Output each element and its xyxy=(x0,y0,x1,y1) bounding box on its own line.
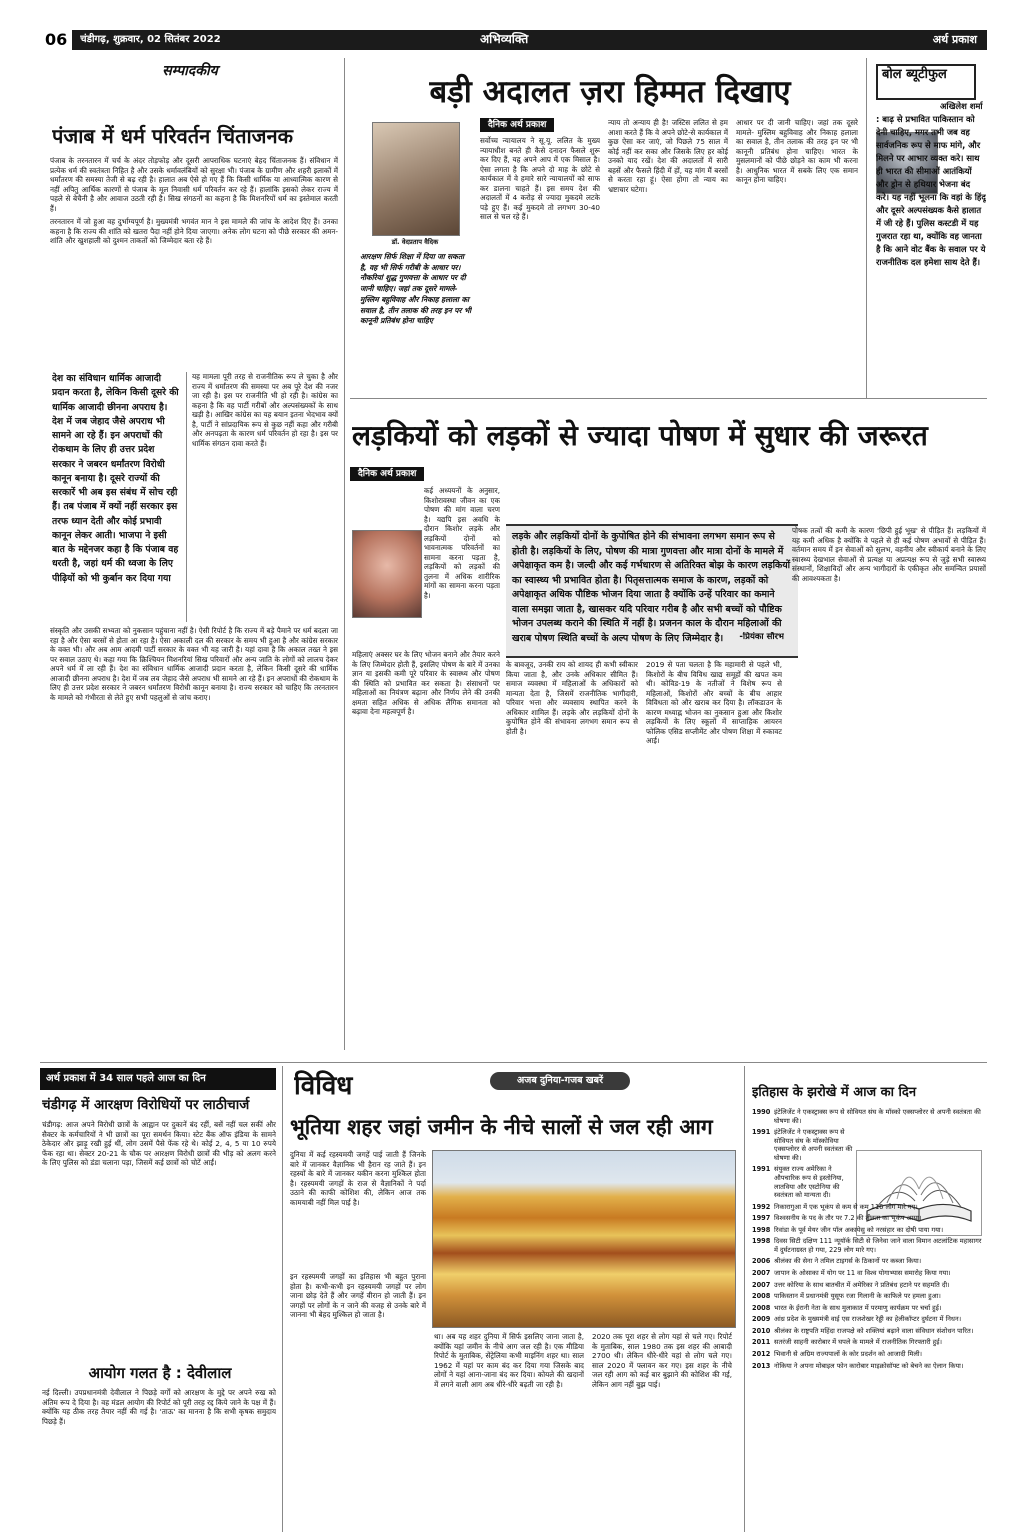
history-year: 2009 xyxy=(752,1315,771,1324)
history-text: निकारागुआ में एक भूकंप से कम से कम 116 लोग मारे गए। xyxy=(774,1202,918,1211)
history-year: 1991 xyxy=(752,1165,771,1174)
city-date: चंडीगढ़, शुक्रवार, 02 सितंबर 2022 xyxy=(80,34,221,46)
editorial-label: सम्पादकीय xyxy=(162,63,218,79)
old-news-title: चंडीगढ़ में आरक्षण विरोधियों पर लाठीचार्ज xyxy=(42,1097,250,1113)
vividh-col1b: इन रहस्यमयी जगहों का इतिहास भी बहुत पुराना होता है। कभी-कभी इन रहस्यमयी जगहों पर लोग जाना छोड़ देते हैं और जगहें वीरान हो जाती हैं। इन जगहों पर लोगों के न जाने की वजह से उनके बारे में जानना भी बेहद मुश्किल हो जाता है। xyxy=(290,1272,426,1319)
vividh-col2: था। अब यह शहर दुनिया में सिर्फ इसलिए जाना जाता है, क्योंकि यहां जमीन के नीचे आग जल रही है। एक मीडिया रिपोर्ट के मुताबिक, सेंट्रेलिया कभी माइनिंग शहर था। साल 1962 में यहां पर काम बंद कर दिया गया जिसके बाद लोगों ने यहां आना-जाना बंद कर दिया। कोयले की खदानों में लगने वाली आग अब धीरे-धीरे बढ़ती जा रही है। xyxy=(434,1332,584,1389)
lead-tag: दैनिक अर्थ प्रकाश xyxy=(480,118,554,132)
history-year: 2008 xyxy=(752,1292,771,1301)
history-year: 2008 xyxy=(752,1303,771,1312)
editorial-label-box xyxy=(40,62,340,82)
history-text: दिवस सिटी दक्षिण 111 न्यूयॉर्क सिटी से जिनेवा जाने वाला विमान अटलांटिक महासागर में दुर्घटनाग्रस्त हो गया, 229 लोग मारे गए। xyxy=(774,1237,982,1254)
girls-col1a-wrap xyxy=(352,486,500,646)
history-text: नोकिया ने अपना मोबाइल फोन कारोबार माइक्रोसॉफ्ट को बेचने का ऐलान किया। xyxy=(774,1361,964,1370)
history-text: सतरंजी साहनी कारोबार में घपले के मामले में राजनीतिक गिरफ्तारी हुई। xyxy=(774,1338,942,1347)
history-text: उत्तर कोरिया के साथ बातचीत में अमेरिका ने प्रतिबंध हटाने पर सहमति दी। xyxy=(774,1280,950,1289)
vividh-band: अजब दुनिया-गजब खबरें xyxy=(490,1072,630,1090)
girls-col4: पोषक तत्वों की कमी के कारण 'छिपी हुई भूख' से पीड़ित हैं। लड़कियों में यह कमी अधिक है क्योंकि वे पहले से ही कई पोषण अभावों से पीड़ित हैं। वर्तमान समय में इन सेवाओं को सुलभ, वहनीय और स्वीकार्य बनाने के लिए स्वास्थ्य देखभाल सेवाओं से प्रत्यक्ष या अप्रत्यक्ष रूप से जुड़े सभी स्वास्थ्य संस्थानों, शिक्षाविदों और अन्य भागीदारों के एकीकृत और समन्वित प्रयासों की आवश्यकता है। xyxy=(792,526,986,583)
history-item xyxy=(752,1128,984,1162)
history-text: श्रीलंका के राष्ट्रपति महिंदा राजपक्षे को शक्तियां बढ़ाने वाला संविधान संशोधन पारित। xyxy=(774,1326,974,1335)
history-item xyxy=(752,1327,984,1336)
history-item xyxy=(752,1214,984,1223)
history-item xyxy=(752,1203,984,1212)
girls-col3: 2019 से पता चलता है कि महामारी से पहले भी, किशोरों के बीच विविध खाद्य समूहों की खपत कम थी। कोविड-19 के नतीजों ने विशेष रूप से महिलाओं, किशोरों और बच्चों के बीच आहार विविधता को और खराब कर दिया है। लॉकडाउन के कारण मध्याह्न भोजन का नुकसान हुआ और किशोर लड़कियों के लिए स्कूलों में साप्ताहिक आयरन फोलिक एसिड सप्लीमेंट और पोषण शिक्षा में रुकावट आई। xyxy=(646,660,782,745)
history-list xyxy=(752,1108,984,1532)
history-item xyxy=(752,1269,984,1278)
history-text: संयुक्त राज्य अमेरिका ने औपचारिक रूप से इस्तोनिया, लातविया और एस्टोनिया की स्वतंत्रता को मान्यता दी। xyxy=(774,1165,844,1200)
girls-tag-box xyxy=(350,467,500,481)
history-item xyxy=(752,1315,984,1324)
lead-tag-box xyxy=(480,118,600,132)
history-item xyxy=(752,1350,984,1359)
history-text: श्रीलंका की सेना ने तमिल टाइगर्स के ठिकानों पर कब्जा किया। xyxy=(774,1257,922,1266)
girls-title: लड़कियों को लड़कों से ज्यादा पोषण में सुधार की जरूरत xyxy=(352,419,928,452)
editorial-pullquote: देश का संविधान धार्मिक आजादी प्रदान करता है, लेकिन किसी दूसरे की धार्मिक आजादी छीनना अपराध है। देश में जब जेहाद जैसे अपराध भी सामने आ रहे हैं। इन अपराधों की रोकथाम के लिए ही उत्तर प्रदेश सरकार ने जबरन धर्मांतरण विरोधी कानून बनाया है। दूसरे राज्यों की सरकारें भी अब इस संबंध में सोच रही हैं। तब पंजाब में क्यों नहीं सरकार इस तरफ ध्यान देती और कोई प्रभावी कानून लेकर आती। भाजपा ने इसी बात के मद्देनजर कहा है कि पंजाब वह धरती है, जहां धर्म की ध्वजा के लिए पीढ़ियों को भी कुर्बान कर दिया गया xyxy=(52,373,179,584)
old-news-text: चंडीगढ़: आज अपने विरोधी छात्रों के आह्वान पर दुकानें बंद रहीं, बसें नहीं चल सकीं और सैक्टर के कर्मचारियों ने भी छात्रों का पूरा समर्थन किया। स्टेट बैंक ऑफ इंडिया के सामने ठेकेदार और झाड़ू रखी हुई थीं, लोग उसमें पैसे फेंक रहे थे। कोई 2, 4, 5 या 10 रुपये फेंक रहा था। सेक्टर 20-21 के चौक पर आरक्षण विरोधी छात्रों की भीड़ को अलग करने के लिए पुलिस को डंडा चलाना पड़ा, जिसमें कई छात्रों को चोटें आईं। xyxy=(42,1120,276,1167)
lead-title: बड़ी अदालत ज़रा हिम्मत दिखाए xyxy=(429,74,791,110)
history-item xyxy=(752,1165,984,1199)
editorial-bottom: संस्कृति और उसकी सभ्यता को नुकसान पहुंचाना नहीं है। ऐसी रिपोर्ट है कि राज्य में बड़े पैमाने पर धर्म बदला जा रहा है और ऐसा बरसों से होता आ रहा है। ऐसा अकाली दल की सरकार के समय भी हुआ है और कांग्रेस सरकार के वक्त भी। और अब आम आदमी पार्टी सरकार के वक्त भी यह जारी है। यहां दावा है कि अकाल तख्त ने इस पर सवाल उठाए थे। कहा गया कि क्रिश्चियन मिशनरियां सिख परिवारों और अन्य जाति के लोगों को लालच देकर अपने धर्म में ला रही हैं। देश का संविधान धार्मिक आजादी प्रदान करता है, लेकिन किसी दूसरे की धार्मिक आजादी छीनना अपराध है। देश में जब लव जेहाद जैसे अपराध भी सामने आ रहे हैं। इन अपराधों की रोकथाम के लिए ही उत्तर प्रदेश सरकार ने जबरन धर्मांतरण विरोधी कानून बनाया है। राज्य सरकार को चाहिए कि तरनतारन के मामले को गंभीरता से लेते हुए सभी पहलुओं से जांच कराए। xyxy=(50,626,338,702)
forest-photo xyxy=(432,1150,736,1328)
history-item xyxy=(752,1338,984,1347)
author-photo xyxy=(372,122,460,236)
history-text: इंटेलिजेंट ने एकस्ट्राक्स रूप से सोवियत संघ के मॉस्कोविया एक्सप्लोरर से अपनी स्वतंत्रता की घोषणा की। xyxy=(774,1128,853,1162)
history-text: भिवानी से अग्रिम राज्यपालों के कोर प्रदर्शन को आजादी मिली। xyxy=(774,1349,923,1358)
brand-name: अर्थ प्रकाश xyxy=(932,32,977,46)
history-item xyxy=(752,1281,984,1290)
section-divider xyxy=(350,398,987,399)
history-text: पाकिस्तान में प्रधानमंत्री युसूफ रजा गिलानी के काफिले पर हमला हुआ। xyxy=(774,1292,941,1301)
history-year: 2007 xyxy=(752,1280,771,1289)
lead-col3: आधार पर दी जानी चाहिए। जहां तक दूसरे मामले- मुस्लिम बहुविवाह और निकाह हलाला का सवाल है, तीन तलाक की तरह इन पर भी कानूनी प्रतिबंध होना चाहिए। भारत के मुसलमानों को पीछे छोड़ने का काम भी करना है। आधुनिक भारत में सबके लिए एक समान कानून होना चाहिए। xyxy=(736,118,858,184)
history-text: आंध्र प्रदेश के मुख्यमंत्री वाई एस राजशेखर रेड्डी का हेलीकॉप्टर दुर्घटना में निधन। xyxy=(774,1315,962,1324)
lead-col1: सर्वोच्च न्यायालय ने सू.यू. ललित के मुख्य न्यायाधीश बनते ही कैसे दनादन फैसले शुरू कर दिए हैं, यह अपने आप में एक मिसाल है। ऐसा लगता है कि अपने दो माह के छोटे से कार्यकाल में वे हमारे सारे न्यायालयों को साफ कर डालना चाहते हैं। इस समय देश की अदालतों में 4 करोड़ से ज्यादा मुकदमे लटके पड़े हुए हैं। कई मुकदमे तो लगभग 30-40 साल से चल रहे हैं। xyxy=(480,136,600,221)
girls-tag: दैनिक अर्थ प्रकाश xyxy=(350,467,424,481)
girls-col2: के बावजूद, उनकी राय को शायद ही कभी स्वीकार किया जाता है, और उनके अधिकार सीमित हैं। समाज व्यवस्था में महिलाओं के अधिकारों को मान्यता देता है, जिसमें राजनीतिक भागीदारी, परिवार भत्ता और व्यवसाय स्थापित करने के अधिकार शामिल हैं। लड़के और लड़कियों दोनों के कुपोषित होने की संभावना लगभग समान रूप से होती है। xyxy=(506,660,638,736)
history-year: 2011 xyxy=(752,1338,771,1347)
photo-spacer xyxy=(352,486,424,610)
girls-author: -प्रियंका सौरभ xyxy=(739,632,784,642)
girls-quote-text: लड़के और लड़कियों दोनों के कुपोषित होने की संभावना लगभग समान रूप से होती है। लड़कियों के लिए, पोषण की मात्रा गुणवत्ता और मात्रा दोनों के मामले में अपेक्षाकृत कम है। जल्दी और कई गर्भधारण से अतिरिक्त बोझ के कारण लड़कियों का स्वास्थ्य भी प्रभावित होता है। पितृसत्तात्मक समाज के कारण, लड़कों को अपेक्षाकृत अधिक पौष्टिक भोजन दिया जाता है क्योंकि उन्हें परिवार का कमाने वाला समझा जाता है, खासकर यदि परिवार गरीब है और सभी बच्चों को पौष्टिक भोजन उपलब्ध कराने की स्थिति में नहीं है। प्रजनन काल के दौरान महिलाओं की खराब पोषण स्थिति बच्चों के अल्प पोषण के लिए जिम्मेदार है। xyxy=(512,531,791,645)
column-divider xyxy=(866,58,867,398)
editorial-title: पंजाब में धर्म परिवर्तन चिंताजनक xyxy=(52,124,293,148)
history-year: 1991 xyxy=(752,1128,771,1137)
old-news-text2: नई दिल्ली। उपप्रधानमंत्री देवीलाल ने पिछड़े वर्गों को आरक्षण के मुद्दे पर अपने रुख को अंतिम रूप दे दिया है। वह मंडल आयोग की रिपोर्ट को पूरी तरह रद्द किये जाने के पक्ष में हैं। क्योंकि यह ठीक तरह तैयार नहीं की गई है। 'ताऊ' का मानना है कि सभी कृषक समुदाय पिछड़े हैं। xyxy=(42,1388,276,1426)
history-year: 2010 xyxy=(752,1326,771,1335)
history-item xyxy=(752,1108,984,1125)
history-item xyxy=(752,1304,984,1313)
history-text: जापान के ओसाका में योग पर 11 वा विश्व योगाभ्यास समारोह किया गया। xyxy=(774,1269,951,1277)
vividh-col1: दुनिया में कई रहस्यमयी जगहें पाई जाती हैं जिनके बारे में जानकर वैज्ञानिक भी हैरान रह जाते हैं। इन रहस्यों के बारे में जानकर यकीन करना मुश्किल होता है। रहस्यमयी जगहों के राज से वैज्ञानिकों ने पर्दा उठाने की काफी कोशिश की, लेकिन आज तक कामयाबी नहीं मिल पाई है। xyxy=(290,1150,426,1207)
history-text: विश्वसनीय के पद के तौर पर 7.2 की तीव्रता का भूकंप आया। xyxy=(774,1214,922,1223)
bol-text: अखिलेश शर्मा : बाढ़ से प्रभावित पाकिस्तान को देनी चाहिए, मगर तभी जब वह सार्वजनिक रूप से माफ मांगे, और मिलने पर आभार व्यक्त करे। साथ ही भारत की सीमाओं आतंकियों और ड्रोन से हथियार भेजना बंद करे। यह नहीं भूलना कि वहां के हिंदू और दूसरे अल्पसंख्यक कैसे हालात में जी रहे हैं। पुलिस कस्टडी में यह गुजरात रहा था, क्योंकि वह जानता है कि आने वोट बैंक के सवाल पर ये राजनीतिक दल हमेशा साथ देते हैं। xyxy=(876,101,986,268)
column-divider xyxy=(186,372,187,622)
column-divider xyxy=(344,58,345,1050)
history-item xyxy=(752,1362,984,1371)
column-divider xyxy=(282,1066,283,1532)
column-divider xyxy=(744,1066,745,1532)
old-news-title2: आयोग गलत है : देवीलाल xyxy=(88,1364,232,1382)
history-title: इतिहास के झरोखे में आज का दिन xyxy=(752,1085,917,1100)
history-year: 1998 xyxy=(752,1225,771,1234)
history-text: इंटेलिजेंट ने एकस्ट्राक्स रूप से सोवियत संघ के मॉस्को एक्सप्लोरर से अपनी स्वतंत्रता की घोषणा की। xyxy=(774,1108,981,1125)
section-title: अभिव्यक्ति xyxy=(480,32,529,47)
editorial-text-2: तरनतारन में जो हुआ वह दुर्भाग्यपूर्ण है। मुख्यमंत्री भगवंत मान ने इस मामले की जांच के आदेश दिए हैं। उनका कहना है कि राज्य की शांति को खतरा पैदा नहीं होने दिया जाएगा। अनेक लोग घटना को पीछे सरकार की अमन-शांति और खुशहाली को दुश्मन ताकतों को जिम्मेदार बता रहे हैं। xyxy=(50,217,338,245)
vividh-col3: 2020 तक पूरा शहर से लोग यहां से चले गए। रिपोर्ट के मुताबिक, साल 1980 तक इस शहर की आबादी 2700 थी। लेकिन धीरे-धीरे यहां से लोग चले गए। साल 2020 में फ्लावन कर गए। इस शहर के नीचे जल रही आग को कई बार बुझाने की कोशिश की गई, लेकिन आग नहीं बुझ पाई। xyxy=(592,1332,732,1389)
history-item xyxy=(752,1257,984,1266)
author-caption: डॉ. वेदप्रताप वैदिक xyxy=(391,238,439,246)
old-news-label: अर्थ प्रकाश में 34 साल पहले आज का दिन xyxy=(40,1068,276,1090)
girls-col1b: महिलाएं अक्सर घर के लिए भोजन बनाने और तैयार करने के लिए जिम्मेदार होती हैं, इसलिए पोषण के बारे में उनका ज्ञान या इसकी कमी पूरे परिवार के स्वास्थ्य और पोषण की स्थिति को प्रभावित कर सकता है। संसाधनों पर महिलाओं का नियंत्रण बढ़ाना और निर्णय लेने की उनकी क्षमता सहित अधिक से अधिक लैंगिक समानता को बढ़ावा देना महत्वपूर्ण है। xyxy=(352,650,500,716)
page-header xyxy=(40,30,987,50)
history-year: 1998 xyxy=(752,1237,771,1246)
history-item xyxy=(752,1237,984,1254)
history-item xyxy=(752,1292,984,1301)
lead-quote: आरक्षण सिर्फ शिक्षा में दिया जा सकता है, वह भी सिर्फ गरीबी के आधार पर। नौकरियां शुद्ध गुणवत्ता के आधार पर दी जानी चाहिए। जहां तक दूसरे मामले- मुस्लिम बहुविवाह और निकाह हलाला का सवाल है, तीन तलाक की तरह इन पर भी कानूनी प्रतिबंध होना चाहिए xyxy=(360,252,472,326)
history-year: 2006 xyxy=(752,1257,771,1266)
lead-col2: न्याय तो अन्याय ही है! जस्टिस ललित से हम आशा करते हैं कि वे अपने छोटे-से कार्यकाल में कुछ ऐसा कर जाएं, जो पिछले 75 साल में कोई नहीं कर सका और जिसके लिए हर कोई उनको याद रखें। देश की अदालतों में सारी बहसें और फैसले हिंदी में हों, यह मांग मैं बरसों से करता रहा हूं। ऐसा होगा तो न्याय का भ्रष्टाचार घटेगा। xyxy=(608,118,728,194)
bol-label: बोल ब्यूटीफुल xyxy=(876,64,976,100)
editorial-col-right: यह मामला पूरी तरह से राजनीतिक रूप ले चुका है और राज्य में धर्मांतरण की समस्या पर अब पूरे देश की नजर जा रही है। इस पर राजनीति भी हो रही है। कांग्रेस का कहना है कि वह पार्टी गरीबों और अल्पसंख्यकों के साथ खड़ी है। आखिर कांग्रेस का यह बयान इतना भेदभाव क्यों है, पार्टी ने सांप्रदायिक रूप से कुछ नहीं कहा और गरीबी और अनपढ़ता के कारण धर्म परिवर्तन हो रहा है। इस पर धार्मिक संगठन दावा करते हैं। xyxy=(192,372,338,448)
editorial-text: पंजाब के तरनतारन में चर्च के अंदर तोड़फोड़ और दूसरी आपराधिक घटनाएं बेहद चिंताजनक हैं। संविधान में प्रत्येक धर्म की स्वतंत्रता निहित है और उसके धर्मावलंबियों को सुरक्षा भी। पंजाब के ग्रामीण और शहरी इलाकों में धर्मांतरण की समस्या तेजी से बढ़ रही है। हालात अब ऐसे हो गए हैं कि किसी धार्मिक या आध्यात्मिक कारण से नहीं अपितु आर्थिक कारणों से पंजाब के मूल निवासी धर्म परिवर्तन कर रहे हैं। हालांकि इसको लेकर राज्य में पहले से बेचैनी है और आवाज उठती रही है। सिख संगठनों का कहना है कि मिशनरियों धर्म का इस्तेमाल करती हैं। xyxy=(50,156,338,213)
history-text: रिवांडा के पूर्व मेयर जीन पॉल अकायेसु को नरसंहार का दोषी पाया गया। xyxy=(774,1225,944,1234)
history-year: 1992 xyxy=(752,1202,771,1211)
vividh-label: विविध xyxy=(294,1071,353,1101)
history-text: भारत के ईरानी नेता के साथ मुलाकात में परमाणु कार्यक्रम पर चर्चा हुई। xyxy=(774,1303,942,1312)
history-year: 2007 xyxy=(752,1269,771,1277)
history-year: 2013 xyxy=(752,1361,771,1370)
section-divider xyxy=(40,1062,987,1063)
editorial-para1 xyxy=(50,156,338,306)
history-year: 1990 xyxy=(752,1108,771,1116)
girls-col1a: कई अध्ययनों के अनुसार, किशोरावस्था जीवन का एक पोषण की मांग वाला चरण है। यद्यपि इस अवधि के दौरान किशोर लड़के और लड़कियों दोनों को भावनात्मक परिवर्तनों का सामना करना पड़ता है, लड़कियों को लड़कों की तुलना में अधिक शारीरिक मांगों का सामना करना पड़ता है। xyxy=(424,486,500,600)
history-year: 2012 xyxy=(752,1349,771,1358)
history-year: 1997 xyxy=(752,1214,771,1223)
vividh-title: भूतिया शहर जहां जमीन के नीचे सालों से जल रही आग xyxy=(290,1115,713,1139)
page-number: 06 xyxy=(40,30,72,50)
history-item xyxy=(752,1226,984,1235)
